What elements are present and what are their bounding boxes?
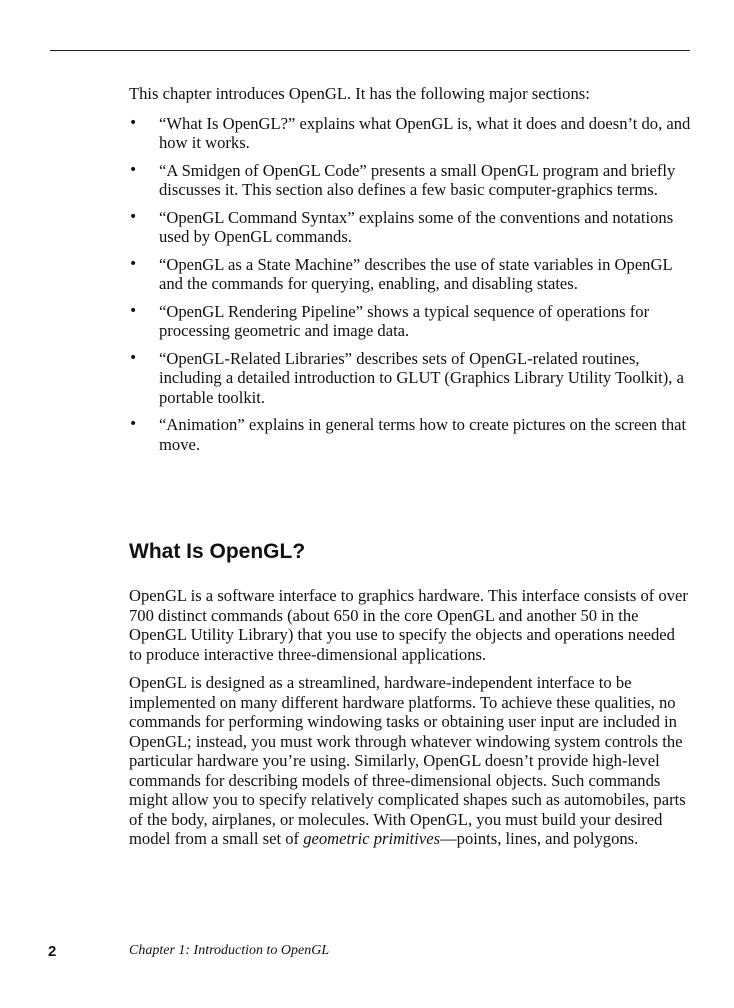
section-body — [129, 586, 691, 858]
bullet-icon: • — [129, 302, 138, 319]
list-item-text: “Animation” explains in general terms how to create pictures on the screen that move. — [159, 415, 687, 454]
list-item — [129, 208, 691, 247]
list-item — [129, 349, 691, 408]
list-item — [129, 114, 691, 153]
section-list — [129, 114, 691, 455]
intro-text: This chapter introduces OpenGL. It has the following major sections: — [129, 84, 590, 103]
list-item — [129, 415, 691, 454]
list-item-text: “OpenGL Rendering Pipeline” shows a typical sequence of operations for processing geometric and image data. — [159, 301, 650, 340]
list-item-text: “OpenGL-Related Libraries” describes sets of OpenGL-related routines, including a detailed introduction to GLUT (Graphics Library Utility Toolkit), a portable toolkit. — [159, 348, 684, 407]
list-item-text: “What Is OpenGL?” explains what OpenGL is, what it does and doesn’t do, and how it works. — [159, 113, 691, 152]
chapter-intro — [129, 84, 691, 462]
bullet-icon: • — [129, 114, 138, 131]
list-item — [129, 161, 691, 200]
header-rule — [50, 50, 690, 51]
paragraph-text: —points, lines, and polygons. — [440, 829, 639, 848]
page-number: 2 — [48, 943, 57, 960]
bullet-icon: • — [129, 208, 138, 225]
emphasized-term: geometric primitives — [303, 829, 441, 848]
running-footer: Chapter 1: Introduction to OpenGL — [129, 943, 330, 958]
bullet-icon: • — [129, 255, 138, 272]
list-item-text: “OpenGL as a State Machine” describes the use of state variables in OpenGL and the commands for querying, enabling, and disabling states. — [159, 254, 672, 293]
paragraph-text: OpenGL is designed as a streamlined, hardware-independent interface to be implemented on many different hardware platforms. To achieve these qualities, no commands for performing windowing tasks or obtaining user input are included in OpenGL; instead, you must work through whatever windowing system controls the particular hardware you’re using. Similarly, OpenGL doesn’t provide high-level commands for describing models of three-dimensional objects. Such commands might allow you to specify relatively complicated shapes such as automobiles, parts of the body, airplanes, or molecules. With OpenGL, you must build your desired model from a small set of — [129, 673, 686, 848]
list-item-text: “OpenGL Command Syntax” explains some of the conventions and notations used by OpenGL commands. — [159, 207, 674, 246]
bullet-icon: • — [129, 349, 138, 366]
list-item — [129, 302, 691, 341]
paragraph — [129, 673, 691, 849]
bullet-icon: • — [129, 416, 138, 432]
list-item — [129, 255, 691, 294]
list-item-text: “A Smidgen of OpenGL Code” presents a small OpenGL program and briefly discusses it. This section also defines a few basic computer-graphics terms. — [159, 160, 676, 199]
bullet-icon: • — [129, 161, 138, 178]
paragraph: OpenGL is a software interface to graphics hardware. This interface consists of over 700 distinct commands (about 650 in the core OpenGL and another 50 in the OpenGL Utility Library) that you use to specify the objects and operations needed to produce interactive three-dimensional applications. — [129, 586, 688, 664]
section-heading: What Is OpenGL? — [129, 540, 306, 563]
